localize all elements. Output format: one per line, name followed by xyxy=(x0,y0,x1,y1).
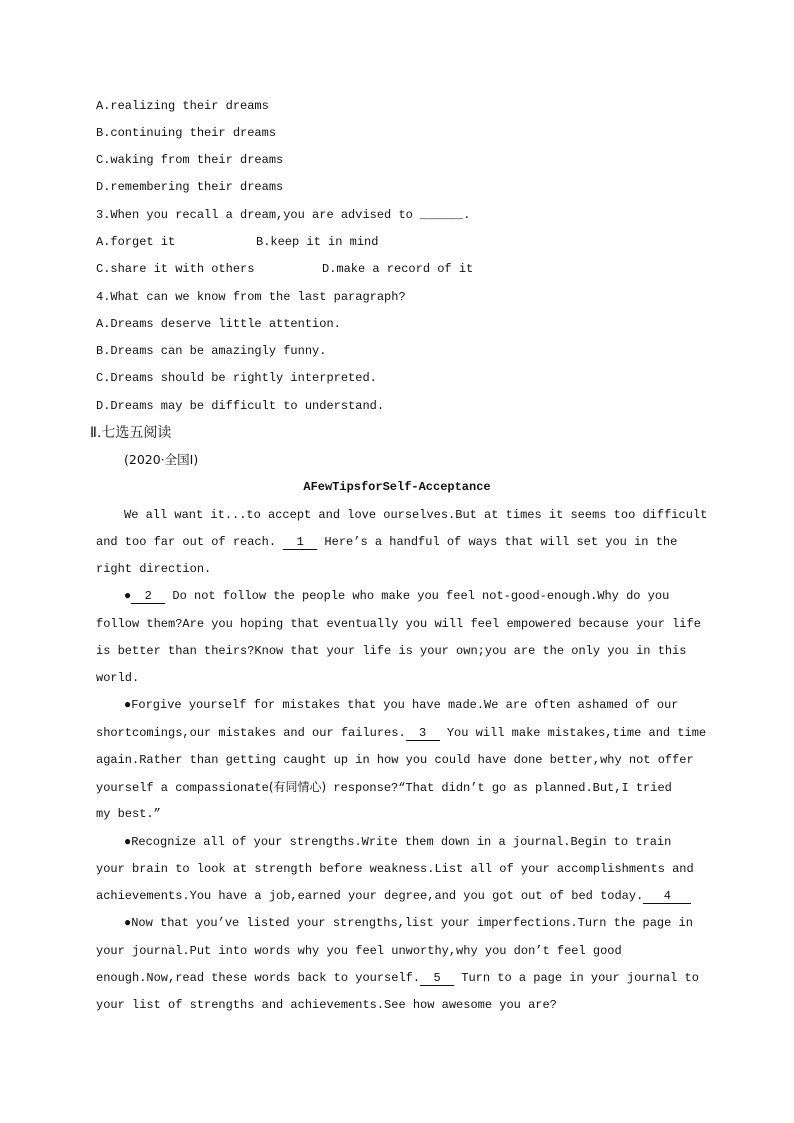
q4-option-d: D.Dreams may be difficult to understand. xyxy=(96,399,385,413)
q3-options-ab xyxy=(96,233,694,251)
p5-line3: enough.Now,read these words back to yourself. 5 Turn to a page in your journal to xyxy=(96,971,699,985)
q4-option-a: A.Dreams deserve little attention. xyxy=(96,317,341,331)
p2-line2: follow them?Are you hoping that eventually you will feel empowered because your life xyxy=(96,617,701,631)
p3-line3: again.Rather than getting caught up in how you could have done better,why not offer xyxy=(96,753,694,767)
p3-line2: shortcomings,our mistakes and our failures. 3 You will make mistakes,time and time xyxy=(96,726,707,740)
p1-line1: We all want it...to accept and love ourselves.But at times it seems too difficult xyxy=(124,508,708,522)
blank-2[interactable]: 2 xyxy=(131,589,165,604)
q3-option-a: A.forget it xyxy=(96,235,176,249)
section-source: (2020·全国Ⅰ) xyxy=(124,452,199,467)
q3-option-b: B.keep it in mind xyxy=(256,235,379,249)
p5-line1: ●Now that you’ve listed your strengths,list your imperfections.Turn the page in xyxy=(124,916,693,930)
p2-line3: is better than theirs?Know that your life is your own;you are the only you in this xyxy=(96,644,687,658)
blank-4[interactable]: 4 xyxy=(643,889,691,904)
blank-5[interactable]: 5 xyxy=(420,971,454,986)
q3-option-d: D.make a record of it xyxy=(322,262,474,276)
p2-line1: ● 2 Do not follow the people who make you feel not-good-enough.Why do you xyxy=(124,589,670,603)
bullet-icon: ● xyxy=(124,835,132,849)
q2-option-d: D.remembering their dreams xyxy=(96,180,284,194)
p4-line2: your brain to look at strength before weakness.List all of your accomplishments and xyxy=(96,862,694,876)
p4-line1: ●Recognize all of your strengths.Write them down in a journal.Begin to train xyxy=(124,835,672,849)
p3-line1: ●Forgive yourself for mistakes that you have made.We are often ashamed of our xyxy=(124,698,679,712)
q4-stem: 4.What can we know from the last paragraph? xyxy=(96,290,406,304)
p3-line4: yourself a compassionate(有同情心) response?“That didn’t go as planned.But,I tried xyxy=(96,780,672,795)
blank-3[interactable]: 3 xyxy=(406,726,440,741)
p2-line4: world. xyxy=(96,671,140,685)
p1-line3: right direction. xyxy=(96,562,212,576)
bullet-icon: ● xyxy=(124,916,132,930)
section-heading: Ⅱ.七选五阅读 xyxy=(90,425,172,441)
p4-line3: achievements.You have a job,earned your degree,and you got out of bed today. 4 xyxy=(96,887,694,905)
q3-option-c: C.share it with others xyxy=(96,262,255,276)
p5-line4: your list of strengths and achievements.See how awesome you are? xyxy=(96,998,557,1012)
q4-option-b: B.Dreams can be amazingly funny. xyxy=(96,344,327,358)
q2-option-b: B.continuing their dreams xyxy=(96,126,277,140)
p5-line2: your journal.Put into words why you feel unworthy,why you don’t feel good xyxy=(96,944,622,958)
bullet-icon: ● xyxy=(124,698,132,712)
blank-1[interactable]: 1 xyxy=(283,535,317,550)
q2-option-c: C.waking from their dreams xyxy=(96,153,284,167)
q2-option-a: A.realizing their dreams xyxy=(96,99,269,113)
q3-options-cd xyxy=(96,260,694,278)
p3-line5: my best.” xyxy=(96,807,161,821)
passage-title: AFewTipsforSelf-Acceptance xyxy=(303,480,491,494)
q3-stem: 3.When you recall a dream,you are advised to ______. xyxy=(96,208,471,222)
bullet-icon: ● xyxy=(124,589,132,603)
p1-line2: and too far out of reach. 1 Here’s a handful of ways that will set you in the xyxy=(96,535,678,549)
q4-option-c: C.Dreams should be rightly interpreted. xyxy=(96,371,377,385)
